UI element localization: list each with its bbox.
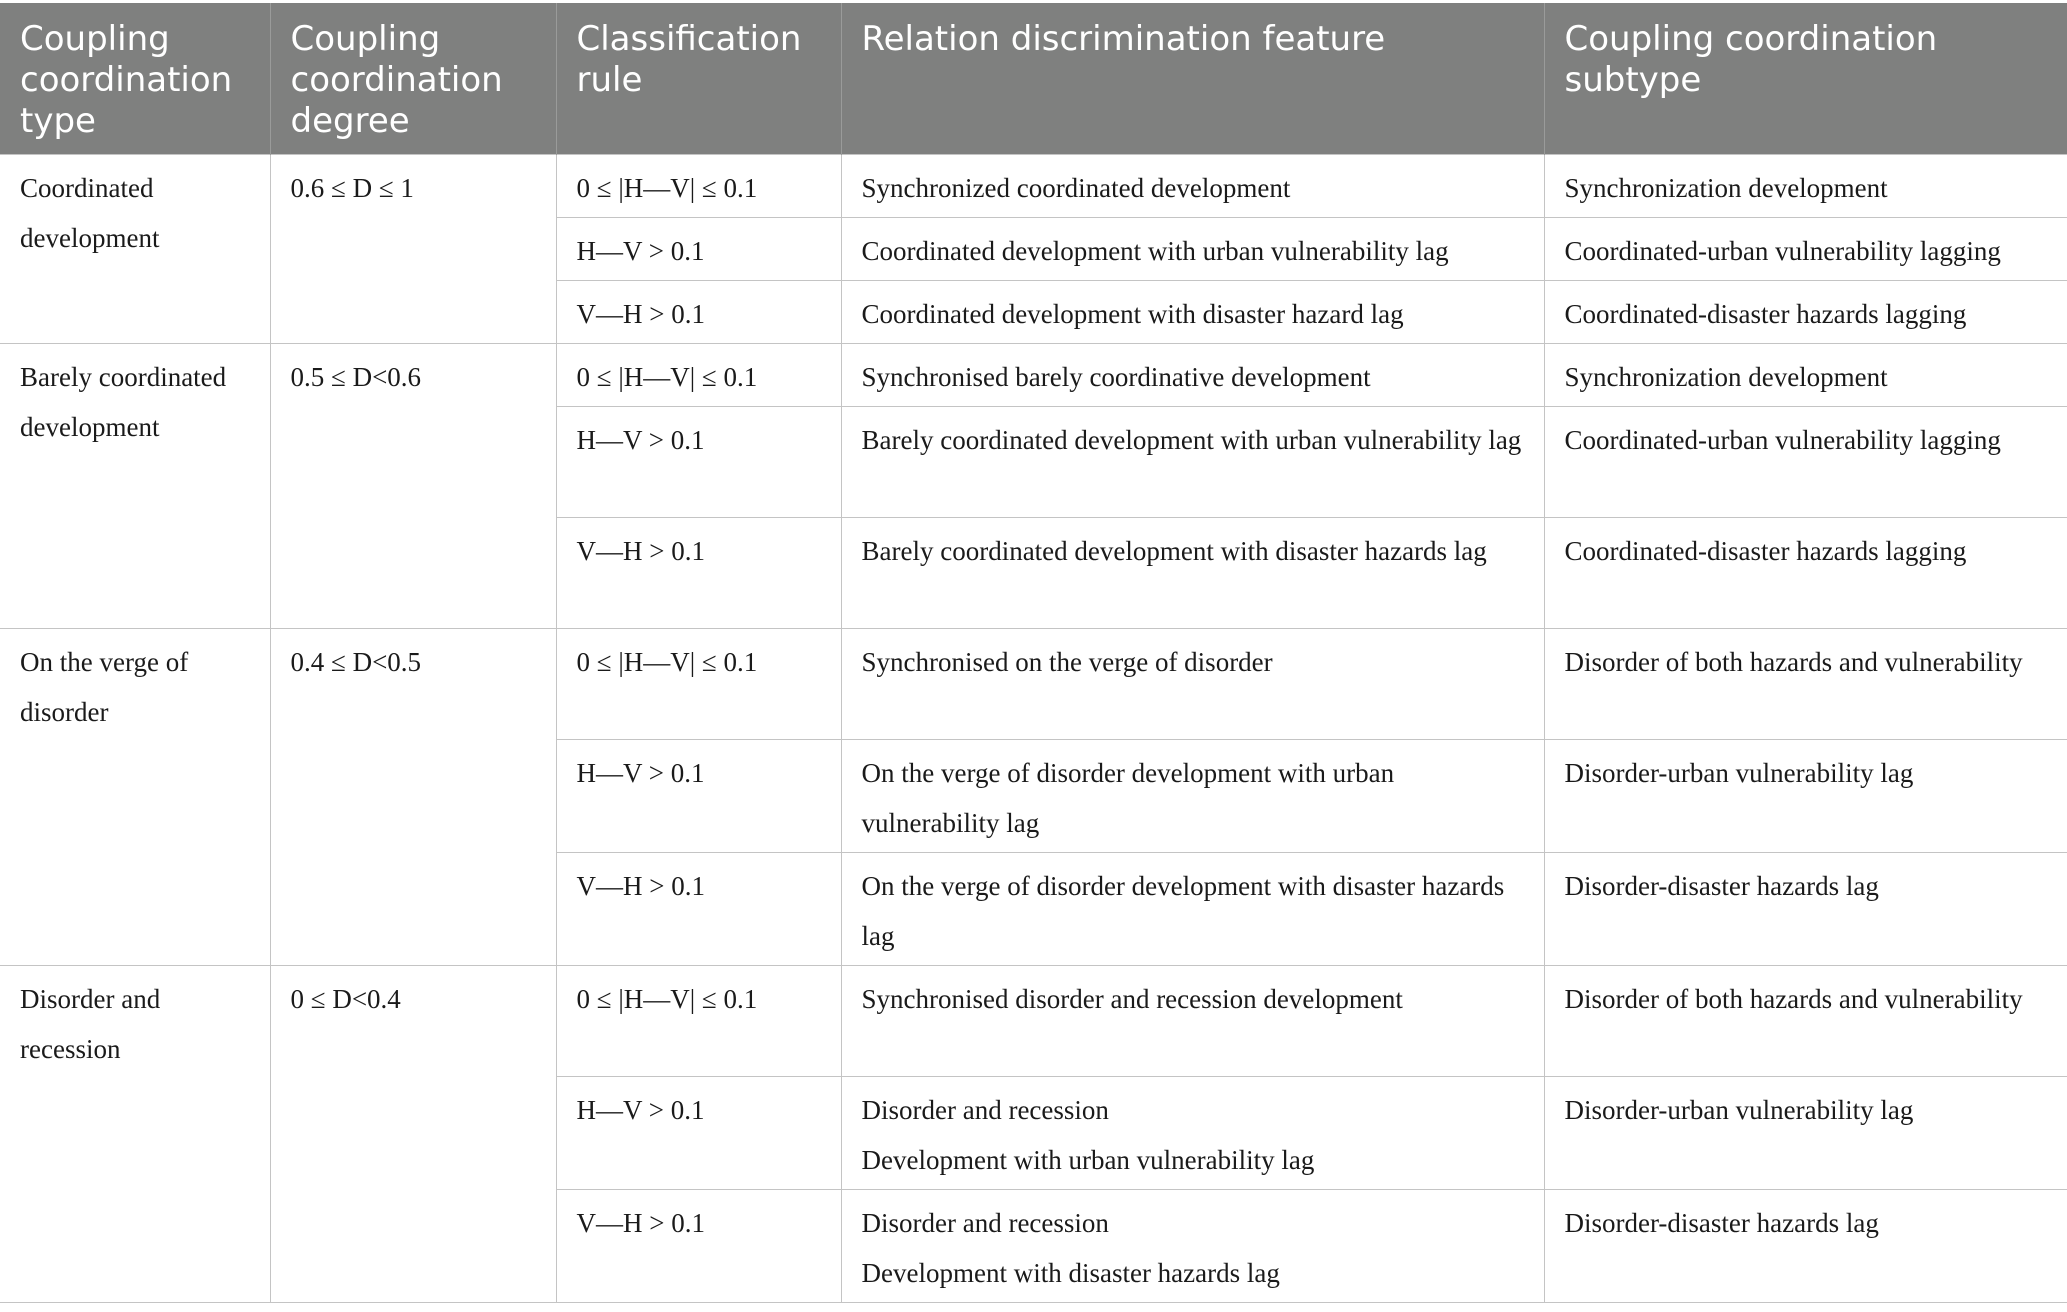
degree-cell: 0.5 ≤ D<0.6 [270,344,556,629]
feature-line: Synchronised barely coordinative development [861,362,1371,392]
feature-cell [841,966,1544,1077]
header-rule: Classification rule [556,3,841,155]
subtype-cell: Disorder-urban vulnerability lag [1544,1077,2067,1190]
feature-cell [841,853,1544,966]
feature-line: Coordinated development with urban vulnerability lag [861,236,1449,266]
subtype-cell: Disorder of both hazards and vulnerability [1544,966,2067,1077]
header-feature: Relation discrimination feature [841,3,1544,155]
feature-cell [841,629,1544,740]
rule-cell: V—H > 0.1 [556,853,841,966]
subtype-cell: Coordinated-disaster hazards lagging [1544,518,2067,629]
rule-cell: V—H > 0.1 [556,281,841,344]
coupling-coordination-table [0,3,2067,1303]
feature-line: Synchronised on the verge of disorder [861,647,1273,677]
table-container [0,3,2067,1303]
feature-cell [841,344,1544,407]
feature-cell [841,407,1544,518]
table-row [0,629,2067,740]
header-degree: Coupling coordination degree [270,3,556,155]
header-type: Coupling coordination type [0,3,270,155]
degree-cell: 0.6 ≤ D ≤ 1 [270,155,556,344]
feature-line: Disorder and recession [861,1095,1109,1125]
feature-cell [841,281,1544,344]
feature-cell [841,155,1544,218]
type-cell: Coordinated development [0,155,270,344]
rule-cell: V—H > 0.1 [556,1190,841,1303]
subtype-cell: Synchronization development [1544,344,2067,407]
type-cell: Disorder and recession [0,966,270,1303]
feature-line: On the verge of disorder development with urban vulnerability lag [861,758,1395,838]
feature-line: On the verge of disorder development with disaster hazards lag [861,871,1505,951]
rule-cell: V—H > 0.1 [556,518,841,629]
feature-line: Synchronised disorder and recession development [861,984,1403,1014]
type-cell: On the verge of disorder [0,629,270,966]
feature-cell [841,218,1544,281]
rule-cell: H—V > 0.1 [556,218,841,281]
header-row [0,3,2067,155]
table-row [0,966,2067,1077]
subtype-cell: Disorder-urban vulnerability lag [1544,740,2067,853]
rule-cell: 0 ≤ |H—V| ≤ 0.1 [556,629,841,740]
degree-cell: 0 ≤ D<0.4 [270,966,556,1303]
subtype-cell: Coordinated-urban vulnerability lagging [1544,407,2067,518]
feature-cell [841,1190,1544,1303]
feature-line: Barely coordinated development with disaster hazards lag [861,536,1487,566]
table-row [0,155,2067,218]
feature-cell [841,740,1544,853]
type-cell: Barely coordinated development [0,344,270,629]
subtype-cell: Coordinated-urban vulnerability lagging [1544,218,2067,281]
feature-line: Synchronized coordinated development [861,173,1291,203]
subtype-cell: Disorder-disaster hazards lag [1544,853,2067,966]
rule-cell: 0 ≤ |H—V| ≤ 0.1 [556,344,841,407]
table-row [0,344,2067,407]
rule-cell: H—V > 0.1 [556,740,841,853]
subtype-cell: Disorder-disaster hazards lag [1544,1190,2067,1303]
header-subtype: Coupling coordination subtype [1544,3,2067,155]
feature-line: Development with disaster hazards lag [861,1258,1280,1288]
rule-cell: H—V > 0.1 [556,1077,841,1190]
feature-cell [841,518,1544,629]
feature-line: Disorder and recession [861,1208,1109,1238]
feature-cell [841,1077,1544,1190]
subtype-cell: Coordinated-disaster hazards lagging [1544,281,2067,344]
degree-cell: 0.4 ≤ D<0.5 [270,629,556,966]
feature-line: Development with urban vulnerability lag [861,1145,1315,1175]
rule-cell: 0 ≤ |H—V| ≤ 0.1 [556,155,841,218]
rule-cell: 0 ≤ |H—V| ≤ 0.1 [556,966,841,1077]
feature-line: Barely coordinated development with urban vulnerability lag [861,425,1522,455]
subtype-cell: Synchronization development [1544,155,2067,218]
subtype-cell: Disorder of both hazards and vulnerability [1544,629,2067,740]
feature-line: Coordinated development with disaster hazard lag [861,299,1404,329]
rule-cell: H—V > 0.1 [556,407,841,518]
